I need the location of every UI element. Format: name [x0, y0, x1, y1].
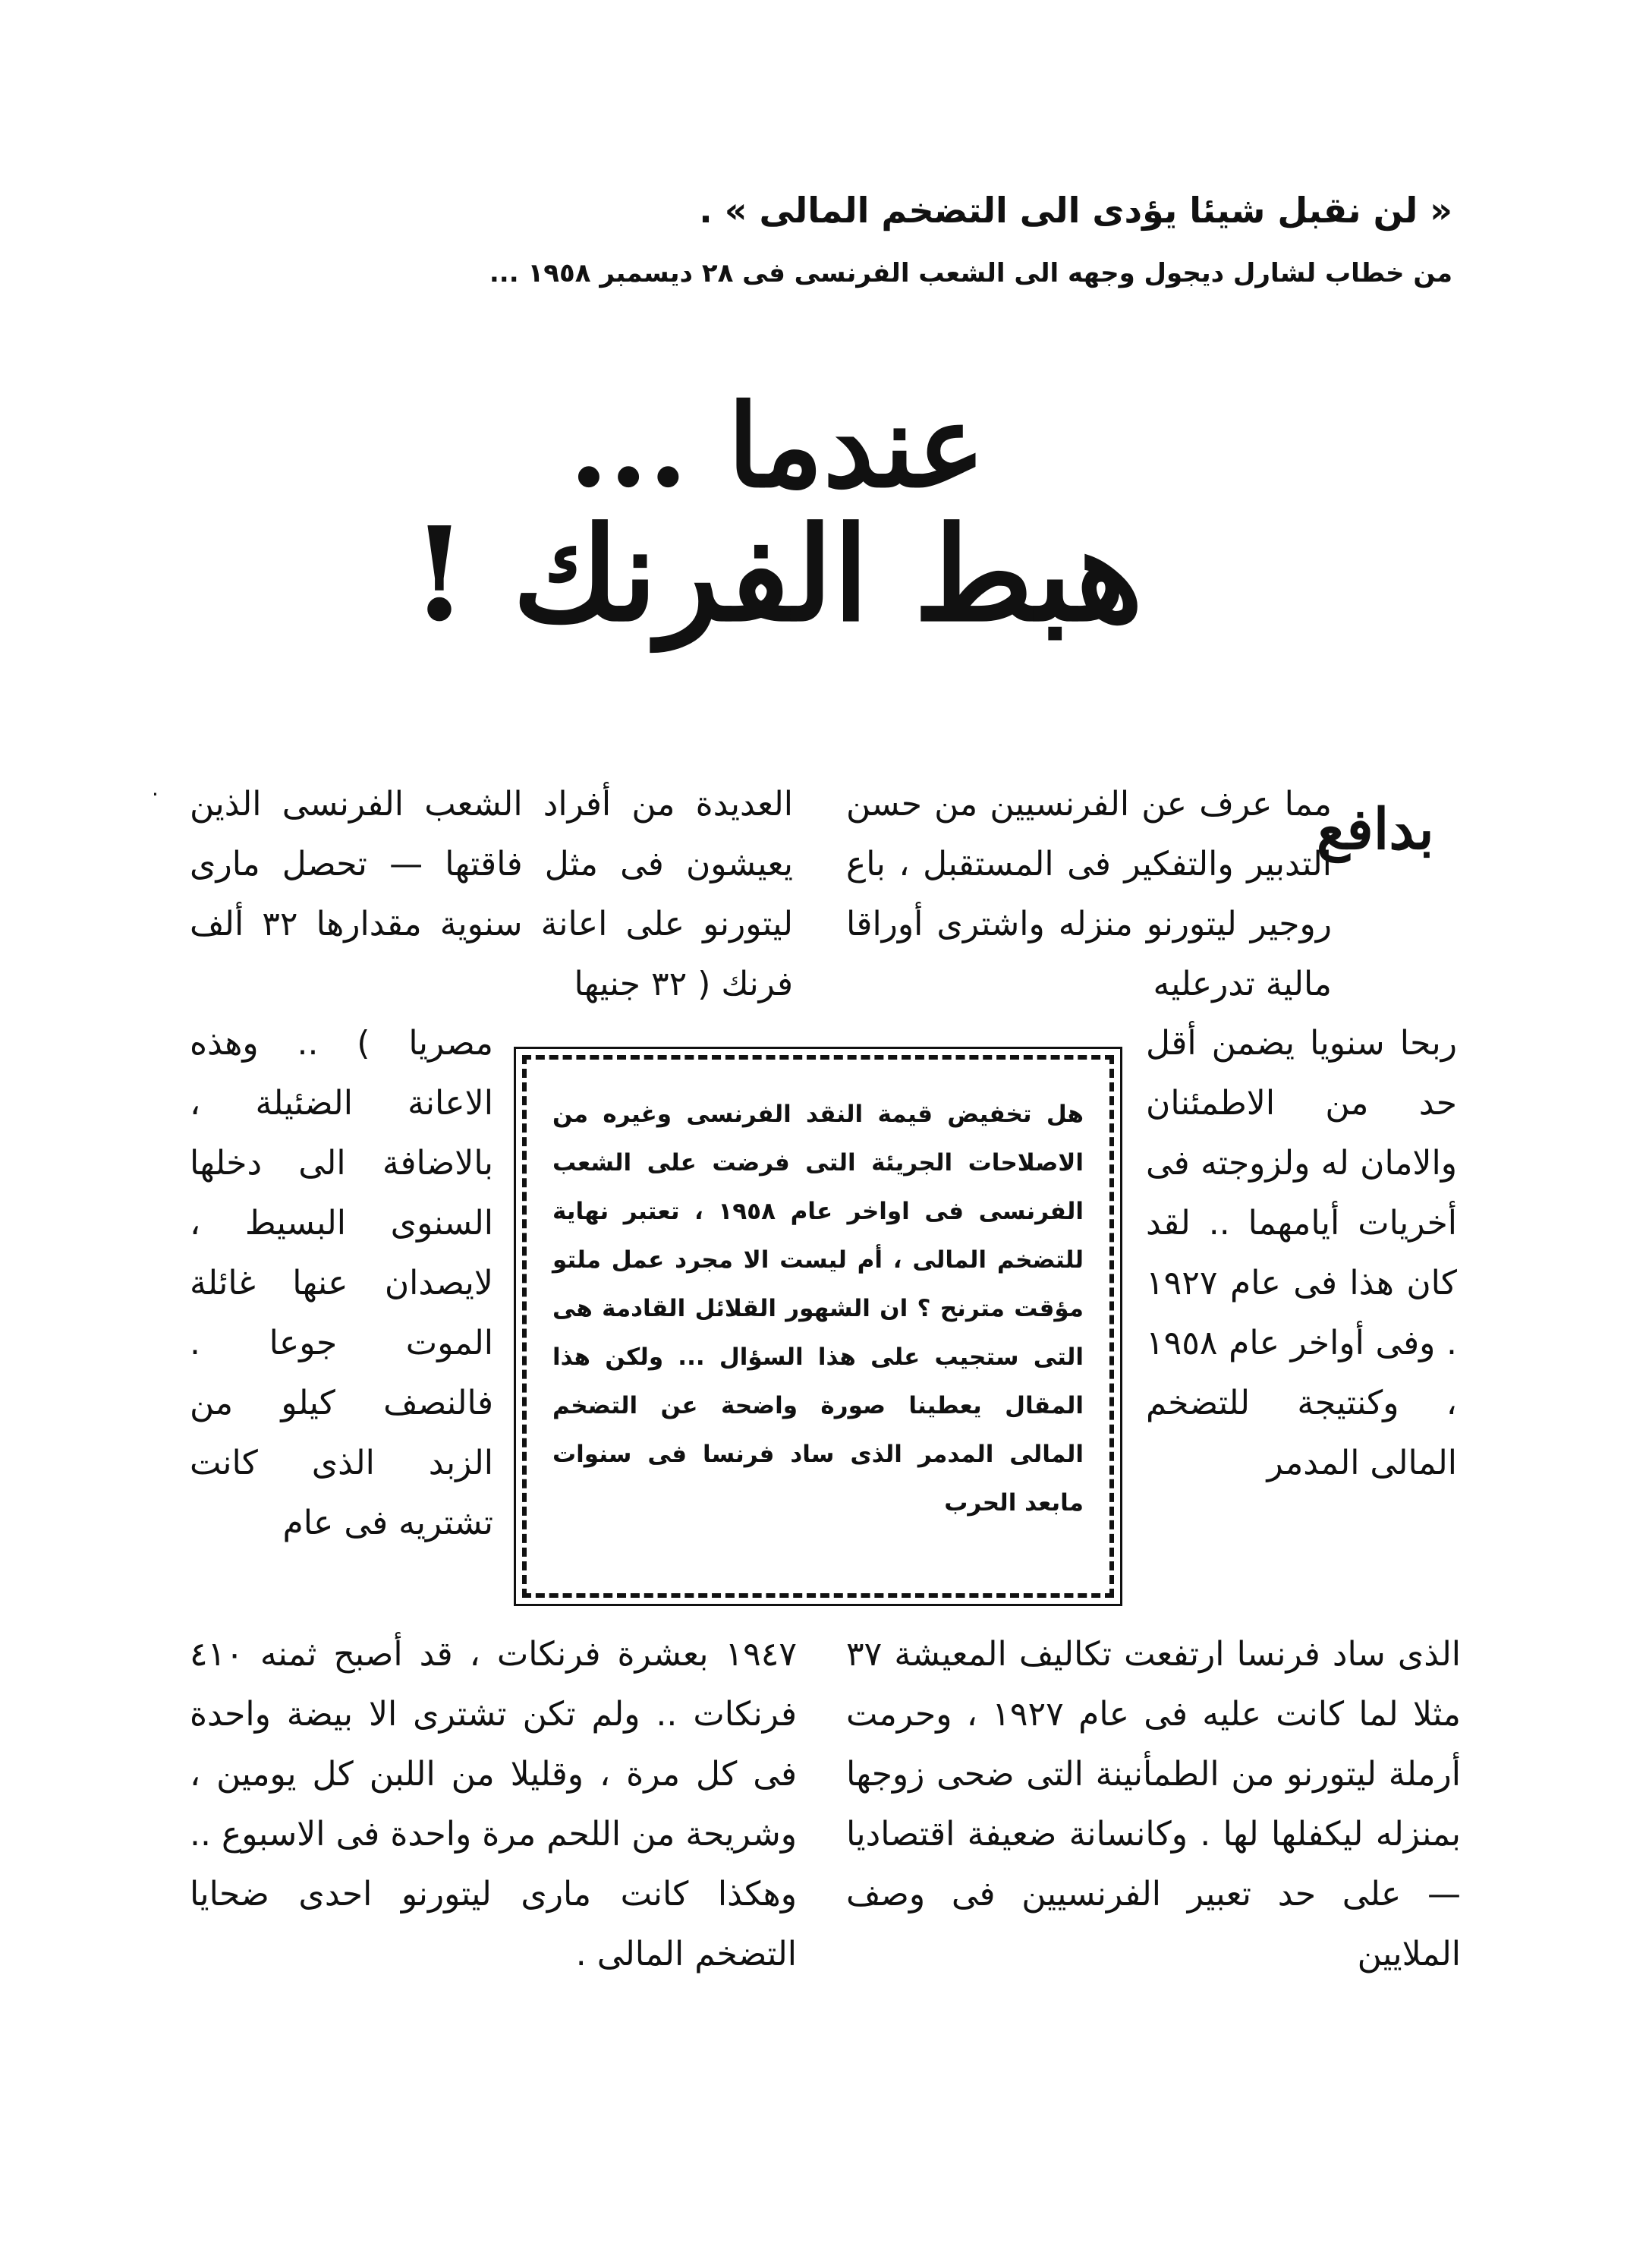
paragraph: ربحا سنويا يضمن أقل حد من الاطمئنان والامان له ولزوجته فى أخريات أيامهما .. لقد كان هذا فى عام ١٩٢٧ . وفى أواخر عام ١٩٥٨ ، وكنتيجة للتضخم المالى المدمر [1146, 1024, 1457, 1482]
headline [352, 380, 1202, 650]
quote-source: من خطاب لشارل ديجول وجهه الى الشعب الفرنسى فى ٢٨ ديسمبر ١٩٥٨ ... [489, 258, 1452, 288]
headline-line-2: هبط الفرنك ! [411, 498, 1144, 650]
inset-box [522, 1055, 1114, 1598]
article-column-left-middle [190, 1013, 493, 1553]
article-column-left-bottom [190, 1624, 797, 1984]
margin-mark: · [152, 782, 159, 807]
paragraph: ١٩٤٧ بعشرة فرنكات ، قد أصبح ثمنه ٤١٠ فرنكات .. ولم تكن تشترى الا بيضة واحدة فى كل مرة ، وقليلا من اللبن كل يومين ، وشريحة من اللحم مرة واحدة فى الاسبوع .. وهكذا كانت مارى ليتورنو احدى ضحايا التضخم المالى . [190, 1635, 797, 1973]
paragraph: مما عرف عن الفرنسيين من حسن التدبير والتفكير فى المستقبل ، باع روجير ليتورنو منزله واشترى أوراقا مالية تدرعليه [846, 785, 1332, 1003]
headline-line-1: عندما ... [568, 380, 986, 513]
article-column-left-top [190, 774, 793, 1014]
paragraph: مصريا ) .. وهذه الاعانة الضئيلة ، بالاضافة الى دخلها السنوى البسيط ، لايصدان عنها غائلة الموت جوعا . فالنصف كيلو من الزبد الذى كانت تشتريه فى عام [190, 1024, 493, 1542]
article-dropcap: بدافع [1317, 797, 1434, 862]
inset-text: هل تخفيض قيمة النقد الفرنسى وغيره من الاصلاحات الجريئة التى فرضت على الشعب الفرنسى فى اواخر عام ١٩٥٨ ، تعتبر نهاية للتضخم المالى ، أم ليست الا مجرد عمل ملتو مؤقت مترنح ؟ ان الشهور القلائل القادمة هى التى ستجيب على هذا السؤال ... ولكن هذا المقال يعطينا صورة واضحة عن التضخم المالى المدمر الذى ساد فرنسا فى سنوات مابعد الحرب [552, 1101, 1084, 1517]
quote-line: « لن نقبل شيئا يؤدى الى التضخم المالى » . [699, 190, 1452, 231]
article-column-right-top [846, 774, 1332, 1014]
paragraph: العديدة من أفراد الشعب الفرنسى الذين يعيشون فى مثل فاقتها — تحصل مارى ليتورنو على اعانة سنوية مقدارها ٣٢ ألف فرنك ( ٣٢ جنيها [190, 785, 793, 1003]
paragraph: الذى ساد فرنسا ارتفعت تكاليف المعيشة ٣٧ مثلا لما كانت عليه فى عام ١٩٢٧ ، وحرمت أرملة ليتورنو من الطمأنينة التى ضحى زوجها بمنزله ليكفلها لها . وكانسانة ضعيفة اقتصاديا — على حد تعبير الفرنسيين فى وصف الملايين [846, 1635, 1461, 1973]
article-column-right-bottom [846, 1624, 1461, 1984]
article-column-right-middle [1146, 1013, 1457, 1493]
